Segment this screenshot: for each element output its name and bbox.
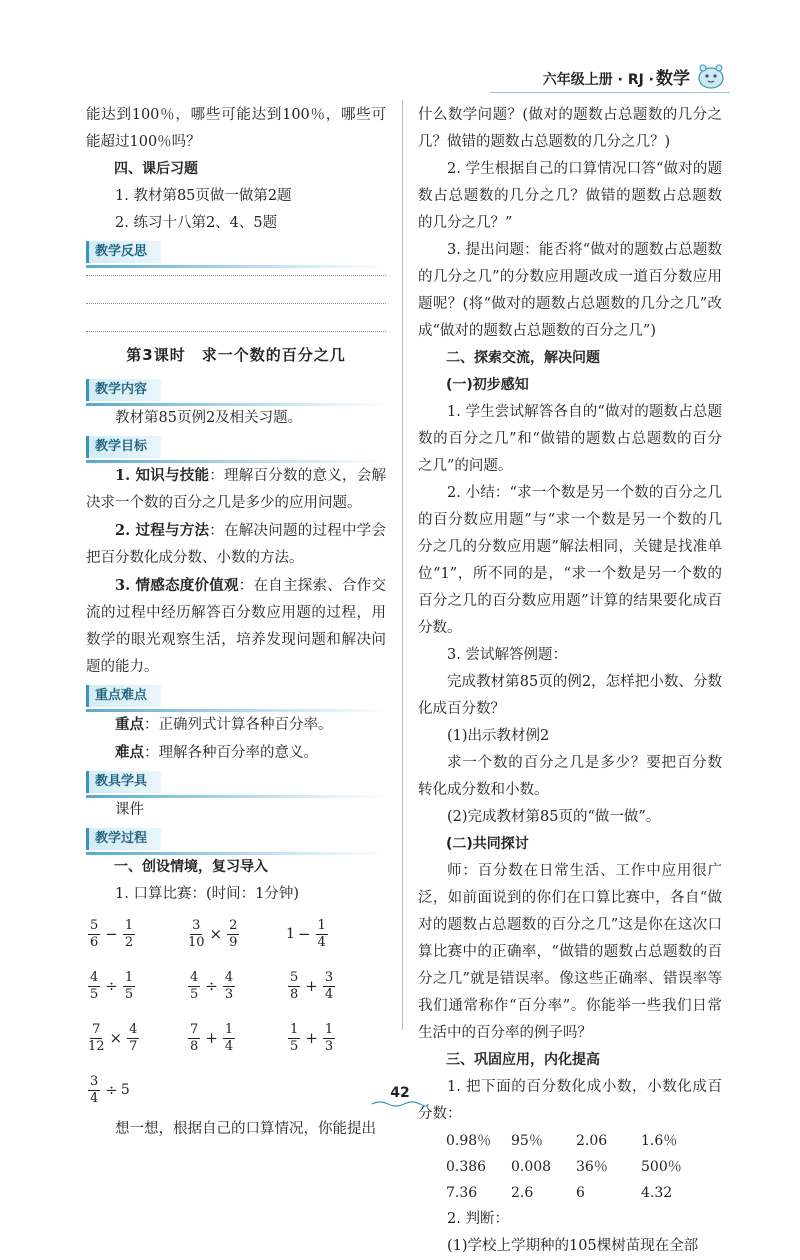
section-4-title: 四、课后习题: [114, 161, 198, 177]
step-text: 2. 小结：“求一个数是另一个数的百分之几的百分数应用题”与“求一个数是另一个数的几分之几的分数应用题”解法相同，关键是找准单位“1”，所不同的是，“求一个数是另一个数的百分之几的百分数应用题”计算的结果要化成百分数。: [418, 485, 722, 636]
reflection-line: [86, 331, 386, 332]
page-number: 42: [390, 1085, 410, 1101]
goal-item: 2. 过程与方法：在解决问题的过程中学会把百分数化成分数、小数的方法。: [86, 522, 387, 566]
tag-underline: [86, 403, 386, 406]
arithmetic-item: 5 8 + $\frac{3}{4}$: [290, 969, 334, 1002]
exercise-text: 1. 把下面的百分数化成小数，小数化成百分数：: [418, 1079, 722, 1122]
header-series: 六年级上册 · RJ ·: [542, 72, 654, 88]
step-text: 求一个数的百分之几是多少？要把百分数转化成分数和小数。: [418, 755, 722, 798]
arithmetic-item: 5 6 − $\frac{1}{2}$: [90, 917, 134, 950]
question-text: 3. 提出问题：能否将“做对的题数占总题数的几分之几”的分数应用题改成一道百分数应用题呢？(将“做对的题数占总题数的几分之几”改成“做对的题数占总题数的百分之几”): [418, 242, 722, 339]
page-number-ornament: [370, 1100, 430, 1108]
tag-underline: [86, 265, 386, 268]
tools-text: 课件: [115, 802, 144, 818]
tag-underline: [86, 795, 386, 798]
key-point: 重点：正确列式计算各种百分率。: [115, 716, 333, 733]
tag-underline: [86, 852, 386, 855]
subsection-title: (二)共同探讨: [446, 836, 529, 852]
arithmetic-item: $\frac{4}{5}$ ÷ $\frac{1}{5}$: [90, 969, 134, 1002]
step-text: 完成教材第85页的例2，怎样把小数、分数化成百分数？: [418, 674, 722, 717]
step-text: (2)完成教材第85页的“做一做”。: [447, 809, 661, 825]
process-heading: [86, 824, 386, 854]
exercise-text: (1)学校上学期种的105棵树苗现在全部: [447, 1238, 699, 1254]
content-heading: [86, 375, 386, 405]
number-row: 7.36 2.6 6 4.32: [446, 1185, 673, 1201]
arithmetic-item: $\frac{3}{10}$ × $\frac{2}{9}$: [188, 917, 238, 950]
oral-contest-item: 1. 口算比赛：(时间：1分钟): [115, 886, 299, 902]
arithmetic-item: 7 8 + $\frac{1}{4}$: [190, 1021, 234, 1054]
section-2-title: 二、探索交流，解决问题: [446, 350, 600, 366]
subsection-title: (一)初步感知: [446, 377, 529, 393]
reflection-tag: 教学反思: [86, 241, 161, 263]
process-section-1-title: 一、创设情境，复习导入: [114, 859, 268, 875]
goal-heading: [86, 432, 386, 462]
header-rule: [490, 92, 730, 93]
left-column: [86, 102, 386, 1143]
reflection-heading: [86, 237, 386, 267]
exercise-item: 2. 练习十八第2、4、5题: [115, 215, 278, 231]
difficult-point: 难点：理解各种百分率的意义。: [115, 744, 318, 761]
arithmetic-item: $\frac{7}{12}$ × $\frac{4}{7}$: [88, 1021, 138, 1054]
arithmetic-item: 1 5 + $\frac{1}{3}$: [290, 1021, 334, 1054]
goal-item: 3. 情感态度价值观：在自主探索、合作交流的过程中经历解答百分数应用题的过程，用数学的眼光观察生活，培养发现问题和解决问题的能力。: [86, 577, 387, 675]
exercise-text: 2. 判断：: [447, 1211, 509, 1227]
tag-underline: [86, 709, 386, 712]
header-title: [543, 66, 690, 94]
tag-underline: [86, 460, 386, 463]
right-column: [418, 102, 722, 1260]
step-text: (1)出示教材例2: [447, 728, 550, 744]
number-row: 0.98％ 95％ 2.06 1.6％: [446, 1133, 678, 1149]
header-subject: 数学: [656, 69, 690, 89]
think-prompt: 想一想，根据自己的口算情况，你能提出: [115, 1121, 376, 1137]
goal-item: 1. 知识与技能：理解百分数的意义，会解决求一个数的百分之几是多少的应用问题。: [86, 467, 387, 511]
arithmetic-row: [86, 1064, 386, 1116]
mascot-icon: [696, 62, 726, 90]
arithmetic-row: [86, 1012, 386, 1064]
arithmetic-row: [86, 960, 386, 1012]
tools-heading: [86, 767, 386, 797]
lesson-title: 第3课时 求一个数的百分之几: [126, 346, 346, 364]
page-header: [490, 62, 730, 92]
arithmetic-item: 1 − $\frac{1}{4}$: [286, 917, 326, 950]
step-text: 3. 尝试解答例题：: [447, 647, 567, 663]
column-divider: [402, 100, 403, 1030]
question-text: 什么数学问题？(做对的题数占总题数的几分之几？做错的题数占总题数的几分之几？): [418, 107, 722, 150]
section-3-title: 三、巩固应用，内化提高: [446, 1052, 600, 1068]
discussion-text: 师：百分数在日常生活、工作中应用很广泛，如前面说到的你们在口算比赛中，各自“做对的题数占总题数的百分之几”这是你在这次口算比赛中的正确率，“做错的题数占总题数的百分之几”就是错误率。像这些正确率、错误率等我们通常称作“百分率”。你能举一些我们日常生活中的百分率的例子吗？: [418, 863, 722, 1041]
content-tag: 教学内容: [86, 379, 161, 401]
content-text: 教材第85页例2及相关习题。: [115, 410, 303, 426]
arithmetic-item: $\frac{4}{5}$ ÷ $\frac{4}{3}$: [190, 969, 234, 1002]
goal-tag: 教学目标: [86, 436, 161, 458]
question-text: 2. 学生根据自己的口算情况口答“做对的题数占总题数的几分之几？做错的题数占总题数的几分之几？”: [418, 161, 722, 231]
key-heading: [86, 681, 386, 711]
exercise-item: 1. 教材第85页做一做第2题: [115, 188, 292, 204]
arithmetic-item: $\frac{3}{4}$ ÷ 5: [90, 1073, 130, 1106]
arithmetic-row: [86, 908, 386, 960]
step-text: 1. 学生尝试解答各自的“做对的题数占总题数的百分之几”和“做错的题数占总题数的百分之几”的问题。: [418, 404, 722, 474]
number-row: 0.386 0.008 36％ 500％: [446, 1159, 682, 1175]
key-tag: 重点难点: [86, 685, 161, 707]
intro-text: 能达到100％，哪些可能达到100％，哪些可能超过100％吗？: [86, 107, 386, 150]
process-tag: 教学过程: [86, 828, 161, 850]
tools-tag: 教具学具: [86, 771, 161, 793]
